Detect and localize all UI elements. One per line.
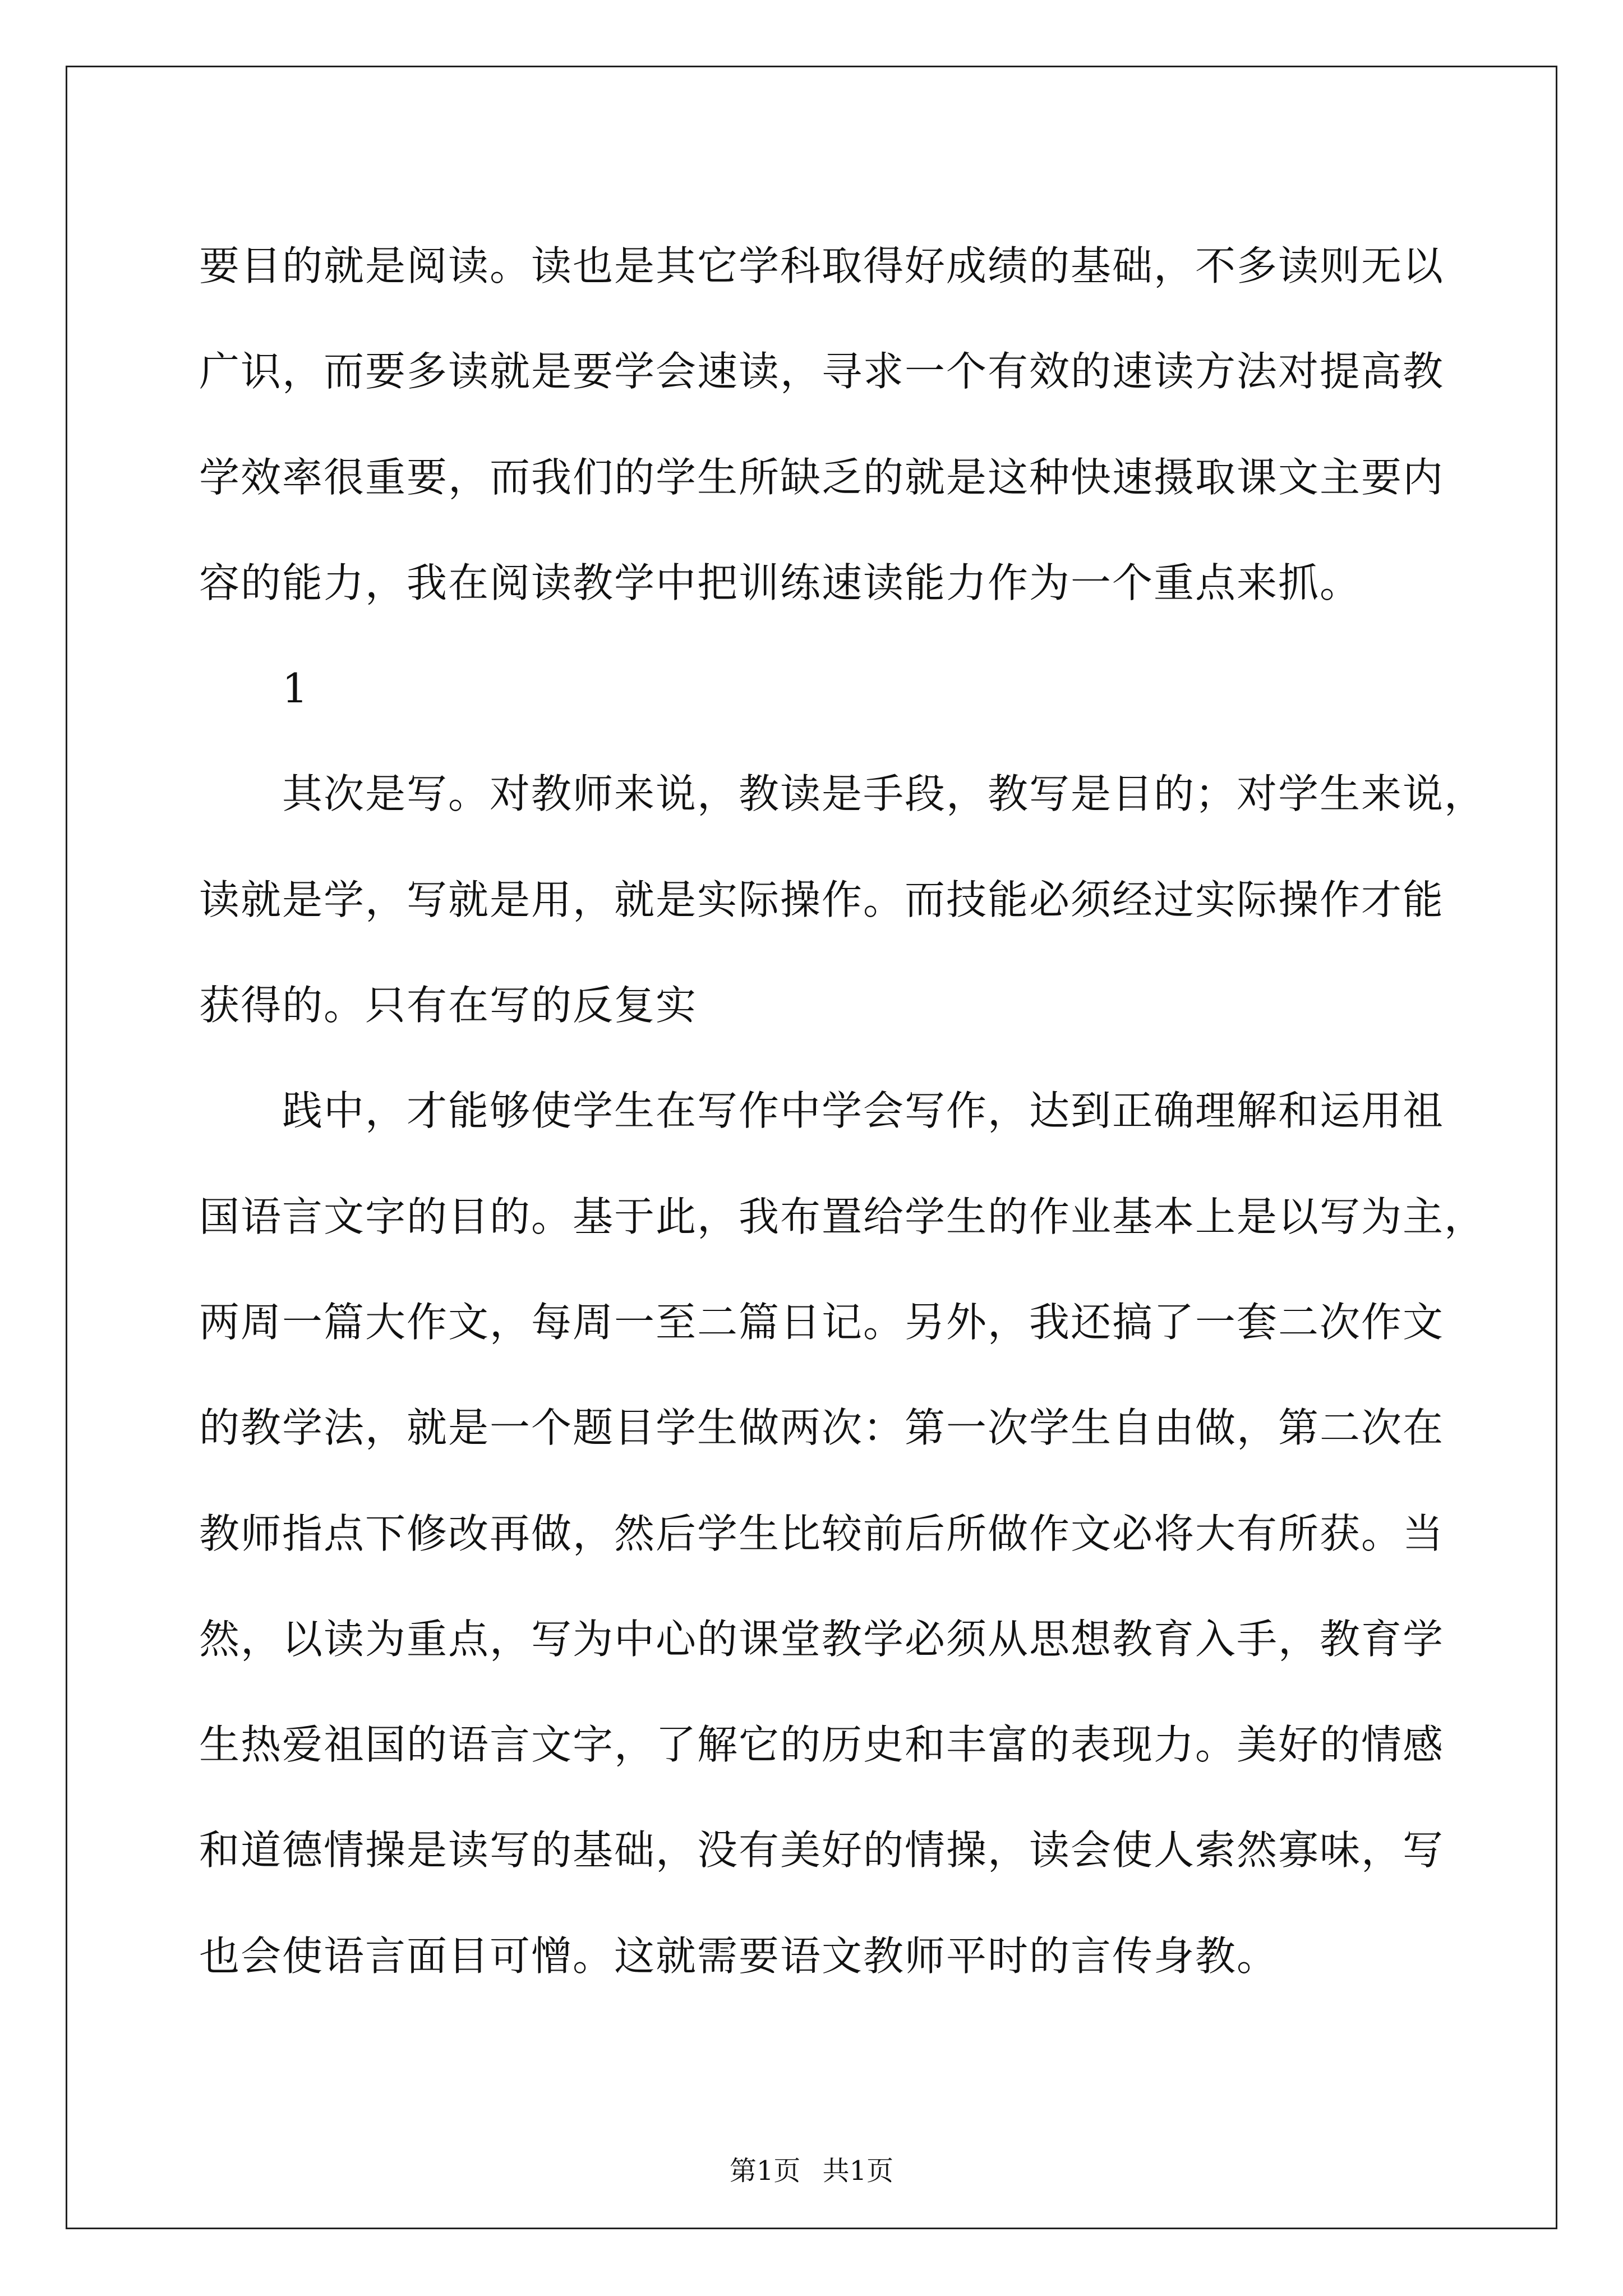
- text-line-4: 容的能力，我在阅读教学中把训练速读能力作为一个重点来抓。: [199, 559, 1362, 606]
- text-line-12: 的教学法，就是一个题目学生做两次：第一次学生自由做，第二次在: [199, 1404, 1445, 1452]
- text-line-7: 读就是学，写就是用，就是实际操作。而技能必须经过实际操作才能: [199, 876, 1445, 923]
- text-line-13: 教师指点下修改再做，然后学生比较前后所做作文必将大有所获。当: [199, 1510, 1445, 1557]
- text-line-6: 其次是写。对教师来说，教读是手段，教写是目的；对学生来说，: [282, 770, 1486, 818]
- text-line-16: 和道德情操是读写的基础，没有美好的情操，读会使人索然寡味，写: [199, 1826, 1445, 1874]
- text-line-15: 生热爱祖国的语言文字，了解它的历史和丰富的表现力。美好的情感: [199, 1721, 1445, 1769]
- text-line-1: 要目的就是阅读。读也是其它学科取得好成绩的基础，不多读则无以: [199, 242, 1445, 289]
- text-line-9: 践中，才能够使学生在写作中学会写作，达到正确理解和运用祖: [282, 1087, 1445, 1135]
- text-line-17: 也会使语言面目可憎。这就需要语文教师平时的言传身教。: [199, 1932, 1279, 1980]
- document-body: [199, 213, 1486, 2009]
- text-line-11: 两周一篇大作文，每周一至二篇日记。另外，我还搞了一套二次作文: [199, 1298, 1445, 1346]
- section-number: 1: [282, 665, 309, 712]
- text-line-3: 学效率很重要，而我们的学生所缺乏的就是这种快速摄取课文主要内: [199, 453, 1445, 501]
- text-line-8: 获得的。只有在写的反复实: [199, 982, 698, 1029]
- page-number-current: 第1页: [729, 2155, 801, 2187]
- text-line-10: 国语言文字的目的。基于此，我布置给学生的作业基本上是以写为主，: [199, 1193, 1486, 1240]
- page-footer: [0, 2154, 1623, 2188]
- page-number-total: 共1页: [822, 2155, 894, 2187]
- text-line-2: 广识，而要多读就是要学会速读，寻求一个有效的速读方法对提高教: [199, 348, 1445, 395]
- text-line-14: 然，以读为重点，写为中心的课堂教学必须从思想教育入手，教育学: [199, 1615, 1445, 1663]
